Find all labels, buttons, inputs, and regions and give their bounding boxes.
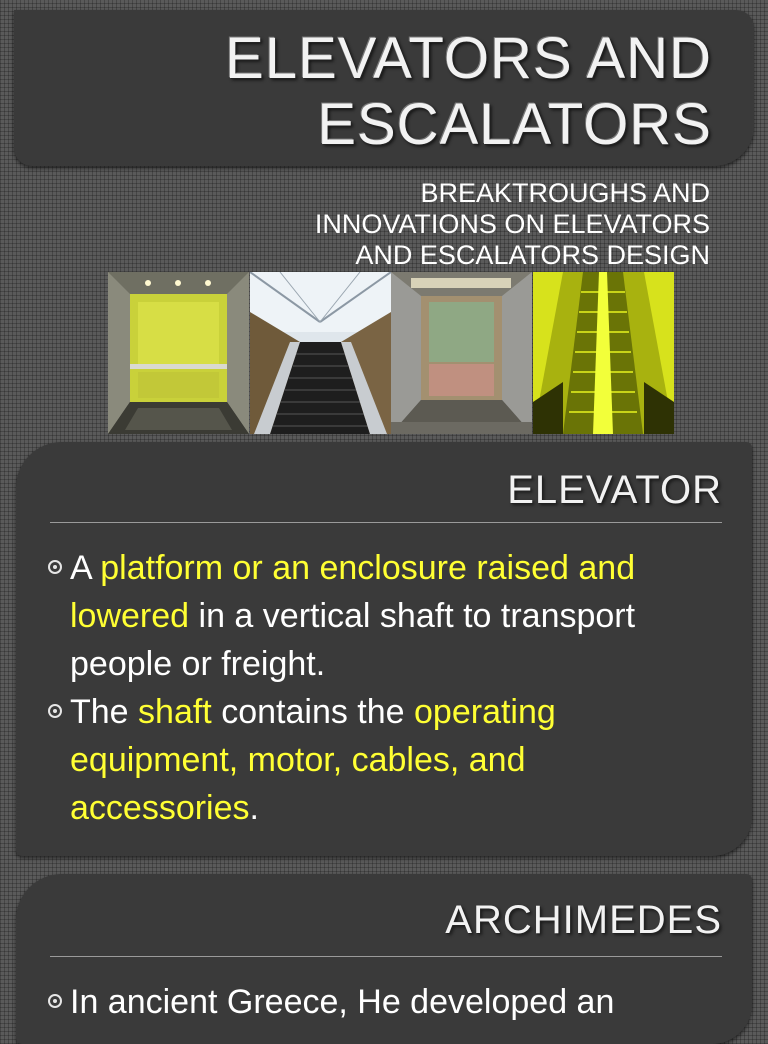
main-title: ELEVATORS AND ESCALATORS	[225, 26, 712, 157]
elevator-bullet-list	[46, 544, 712, 832]
bullet-icon	[48, 560, 62, 574]
bullet-text: A	[70, 549, 101, 587]
elevator-yellow-image	[108, 272, 249, 434]
photo-elevator-yellow	[108, 272, 250, 434]
heading-divider	[50, 956, 722, 957]
elevator-heading: ELEVATOR	[507, 468, 722, 512]
bullet-icon	[48, 994, 62, 1008]
bullet-text: .	[249, 789, 259, 827]
photo-escalator-atrium	[250, 272, 392, 434]
bullet-text: in a vertical shaft to transport people or freight.	[70, 597, 636, 683]
archimedes-bullet-list	[46, 978, 712, 1026]
highlight-text: shaft	[138, 693, 212, 731]
escalator-lime-image	[533, 272, 674, 434]
bullet-text: contains the	[211, 693, 415, 731]
bullet-icon	[48, 704, 62, 718]
title-panel	[14, 10, 754, 166]
photo-escalator-lime	[533, 272, 675, 434]
elevator-steel-image	[391, 272, 532, 434]
archimedes-slide	[16, 874, 752, 1044]
bullet-text: In ancient Greece, He developed an	[70, 983, 615, 1021]
elevator-bullet-2	[46, 688, 712, 832]
highlight-text: operating equipment, motor, cables, and accessories	[70, 693, 556, 827]
highlight-text: platform or an enclosure raised and lowered	[70, 549, 636, 635]
elevator-slide	[16, 442, 752, 856]
archimedes-bullet-1	[46, 978, 712, 1026]
escalator-atrium-image	[250, 272, 391, 434]
photo-strip	[108, 272, 674, 434]
elevator-bullet-1	[46, 544, 712, 688]
heading-divider	[50, 522, 722, 523]
bullet-text: The	[70, 693, 139, 731]
photo-elevator-steel	[391, 272, 533, 434]
archimedes-heading: ARCHIMEDES	[445, 898, 722, 942]
subtitle: BREAKTROUGHS AND INNOVATIONS ON ELEVATORS AND ESCALATORS DESIGN	[314, 178, 710, 270]
